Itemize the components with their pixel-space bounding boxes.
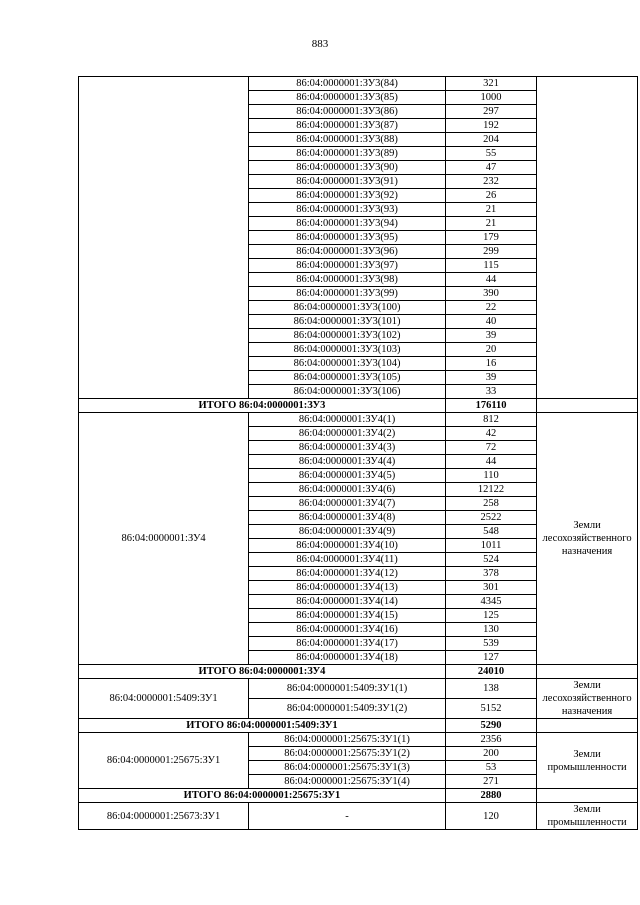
area-cell: 125 (445, 609, 536, 623)
area-cell: 1011 (445, 539, 536, 553)
area-cell: 40 (445, 315, 536, 329)
total-value: 24010 (445, 665, 536, 679)
sub-parcel-code-cell: 86:04:0000001:25675:ЗУ1(3) (249, 761, 446, 775)
sub-parcel-code-cell: 86:04:0000001:ЗУ3(100) (249, 301, 446, 315)
area-cell: 204 (445, 133, 536, 147)
area-cell: 53 (445, 761, 536, 775)
area-cell: 271 (445, 775, 536, 789)
sub-parcel-code-cell: 86:04:0000001:ЗУ3(105) (249, 371, 446, 385)
total-empty-cell (537, 665, 638, 679)
area-cell: 179 (445, 231, 536, 245)
sub-parcel-code-cell: 86:04:0000001:ЗУ3(90) (249, 161, 446, 175)
sub-parcel-code-cell: 86:04:0000001:ЗУ3(101) (249, 315, 446, 329)
area-cell: 115 (445, 259, 536, 273)
total-label: ИТОГО 86:04:0000001:25675:ЗУ1 (79, 789, 446, 803)
area-cell: 378 (445, 567, 536, 581)
sub-parcel-code-cell: 86:04:0000001:25675:ЗУ1(2) (249, 747, 446, 761)
parcel-id-cell: 86:04:0000001:ЗУ4 (79, 413, 249, 665)
sub-parcel-code-cell: 86:04:0000001:5409:ЗУ1(1) (249, 679, 446, 699)
sub-parcel-code-cell: 86:04:0000001:ЗУ3(103) (249, 343, 446, 357)
area-cell: 539 (445, 637, 536, 651)
sub-parcel-code-cell: 86:04:0000001:ЗУ4(12) (249, 567, 446, 581)
sub-parcel-code-cell: 86:04:0000001:ЗУ4(17) (249, 637, 446, 651)
total-empty-cell (537, 789, 638, 803)
table-row (79, 803, 638, 830)
area-cell: 72 (445, 441, 536, 455)
total-row (79, 399, 638, 413)
sub-parcel-code-cell: 86:04:0000001:ЗУ4(11) (249, 553, 446, 567)
area-cell: 4345 (445, 595, 536, 609)
sub-parcel-code-cell: - (249, 803, 446, 830)
area-cell: 5152 (445, 699, 536, 719)
area-cell: 812 (445, 413, 536, 427)
area-cell: 21 (445, 203, 536, 217)
area-cell: 12122 (445, 483, 536, 497)
area-cell: 16 (445, 357, 536, 371)
sub-parcel-code-cell: 86:04:0000001:ЗУ4(10) (249, 539, 446, 553)
area-cell: 44 (445, 455, 536, 469)
page-number: 883 (311, 38, 329, 50)
area-cell: 47 (445, 161, 536, 175)
total-label: ИТОГО 86:04:0000001:5409:ЗУ1 (79, 719, 446, 733)
area-cell: 2356 (445, 733, 536, 747)
parcel-id-cell: 86:04:0000001:25675:ЗУ1 (79, 733, 249, 789)
sub-parcel-code-cell: 86:04:0000001:ЗУ3(88) (249, 133, 446, 147)
area-cell: 192 (445, 119, 536, 133)
area-cell: 110 (445, 469, 536, 483)
area-cell: 130 (445, 623, 536, 637)
sub-parcel-code-cell: 86:04:0000001:ЗУ4(6) (249, 483, 446, 497)
total-row (79, 789, 638, 803)
sub-parcel-code-cell: 86:04:0000001:ЗУ4(18) (249, 651, 446, 665)
area-cell: 26 (445, 189, 536, 203)
area-cell: 299 (445, 245, 536, 259)
total-value: 2880 (445, 789, 536, 803)
sub-parcel-code-cell: 86:04:0000001:ЗУ4(5) (249, 469, 446, 483)
sub-parcel-code-cell: 86:04:0000001:ЗУ3(97) (249, 259, 446, 273)
area-cell: 258 (445, 497, 536, 511)
sub-parcel-code-cell: 86:04:0000001:ЗУ3(99) (249, 287, 446, 301)
area-cell: 20 (445, 343, 536, 357)
area-cell: 138 (445, 679, 536, 699)
sub-parcel-code-cell: 86:04:0000001:ЗУ4(7) (249, 497, 446, 511)
area-cell: 21 (445, 217, 536, 231)
sub-parcel-code-cell: 86:04:0000001:ЗУ3(89) (249, 147, 446, 161)
area-cell: 39 (445, 371, 536, 385)
sub-parcel-code-cell: 86:04:0000001:25675:ЗУ1(1) (249, 733, 446, 747)
area-cell: 524 (445, 553, 536, 567)
sub-parcel-code-cell: 86:04:0000001:ЗУ4(13) (249, 581, 446, 595)
sub-parcel-code-cell: 86:04:0000001:ЗУ3(93) (249, 203, 446, 217)
sub-parcel-code-cell: 86:04:0000001:ЗУ4(2) (249, 427, 446, 441)
sub-parcel-code-cell: 86:04:0000001:ЗУ3(91) (249, 175, 446, 189)
sub-parcel-code-cell: 86:04:0000001:ЗУ4(4) (249, 455, 446, 469)
parcel-id-cell: 86:04:0000001:5409:ЗУ1 (79, 679, 249, 719)
sub-parcel-code-cell: 86:04:0000001:ЗУ4(9) (249, 525, 446, 539)
total-value: 176110 (445, 399, 536, 413)
area-cell: 127 (445, 651, 536, 665)
sub-parcel-code-cell: 86:04:0000001:ЗУ3(98) (249, 273, 446, 287)
sub-parcel-code-cell: 86:04:0000001:ЗУ4(14) (249, 595, 446, 609)
sub-parcel-code-cell: 86:04:0000001:ЗУ3(84) (249, 77, 446, 91)
area-cell: 39 (445, 329, 536, 343)
area-cell: 120 (445, 803, 536, 830)
table-row (79, 413, 638, 427)
total-row (79, 665, 638, 679)
parcel-id-cell: 86:04:0000001:25673:ЗУ1 (79, 803, 249, 830)
table-row (79, 733, 638, 747)
total-label: ИТОГО 86:04:0000001:ЗУ3 (79, 399, 446, 413)
table-row (79, 77, 638, 91)
sub-parcel-code-cell: 86:04:0000001:ЗУ4(15) (249, 609, 446, 623)
sub-parcel-code-cell: 86:04:0000001:ЗУ4(16) (249, 623, 446, 637)
land-category-cell: Земли промышленности (537, 803, 638, 830)
area-cell: 42 (445, 427, 536, 441)
sub-parcel-code-cell: 86:04:0000001:ЗУ3(86) (249, 105, 446, 119)
area-cell: 2522 (445, 511, 536, 525)
parcel-id-cell (79, 77, 249, 399)
sub-parcel-code-cell: 86:04:0000001:25675:ЗУ1(4) (249, 775, 446, 789)
area-cell: 301 (445, 581, 536, 595)
area-cell: 321 (445, 77, 536, 91)
sub-parcel-code-cell: 86:04:0000001:ЗУ3(104) (249, 357, 446, 371)
area-cell: 200 (445, 747, 536, 761)
area-cell: 44 (445, 273, 536, 287)
area-cell: 297 (445, 105, 536, 119)
area-cell: 390 (445, 287, 536, 301)
sub-parcel-code-cell: 86:04:0000001:ЗУ4(8) (249, 511, 446, 525)
total-label: ИТОГО 86:04:0000001:ЗУ4 (79, 665, 446, 679)
total-empty-cell (537, 719, 638, 733)
area-cell: 548 (445, 525, 536, 539)
area-cell: 33 (445, 385, 536, 399)
sub-parcel-code-cell: 86:04:0000001:ЗУ4(1) (249, 413, 446, 427)
sub-parcel-code-cell: 86:04:0000001:ЗУ3(102) (249, 329, 446, 343)
area-cell: 22 (445, 301, 536, 315)
area-cell: 232 (445, 175, 536, 189)
sub-parcel-code-cell: 86:04:0000001:ЗУ3(94) (249, 217, 446, 231)
sub-parcel-code-cell: 86:04:0000001:ЗУ3(85) (249, 91, 446, 105)
total-value: 5290 (445, 719, 536, 733)
land-category-cell: Земли промышленности (537, 733, 638, 789)
land-category-cell: Земли лесохозяйственного назначения (537, 679, 638, 719)
land-category-cell: Земли лесохозяйственного назначения (537, 413, 638, 665)
total-row (79, 719, 638, 733)
total-empty-cell (537, 399, 638, 413)
sub-parcel-code-cell: 86:04:0000001:5409:ЗУ1(2) (249, 699, 446, 719)
area-cell: 55 (445, 147, 536, 161)
sub-parcel-code-cell: 86:04:0000001:ЗУ3(87) (249, 119, 446, 133)
sub-parcel-code-cell: 86:04:0000001:ЗУ3(96) (249, 245, 446, 259)
land-category-cell (537, 77, 638, 399)
sub-parcel-code-cell: 86:04:0000001:ЗУ4(3) (249, 441, 446, 455)
sub-parcel-code-cell: 86:04:0000001:ЗУ3(95) (249, 231, 446, 245)
sub-parcel-code-cell: 86:04:0000001:ЗУ3(106) (249, 385, 446, 399)
table-row (79, 679, 638, 699)
land-plots-table (78, 76, 638, 830)
sub-parcel-code-cell: 86:04:0000001:ЗУ3(92) (249, 189, 446, 203)
area-cell: 1000 (445, 91, 536, 105)
